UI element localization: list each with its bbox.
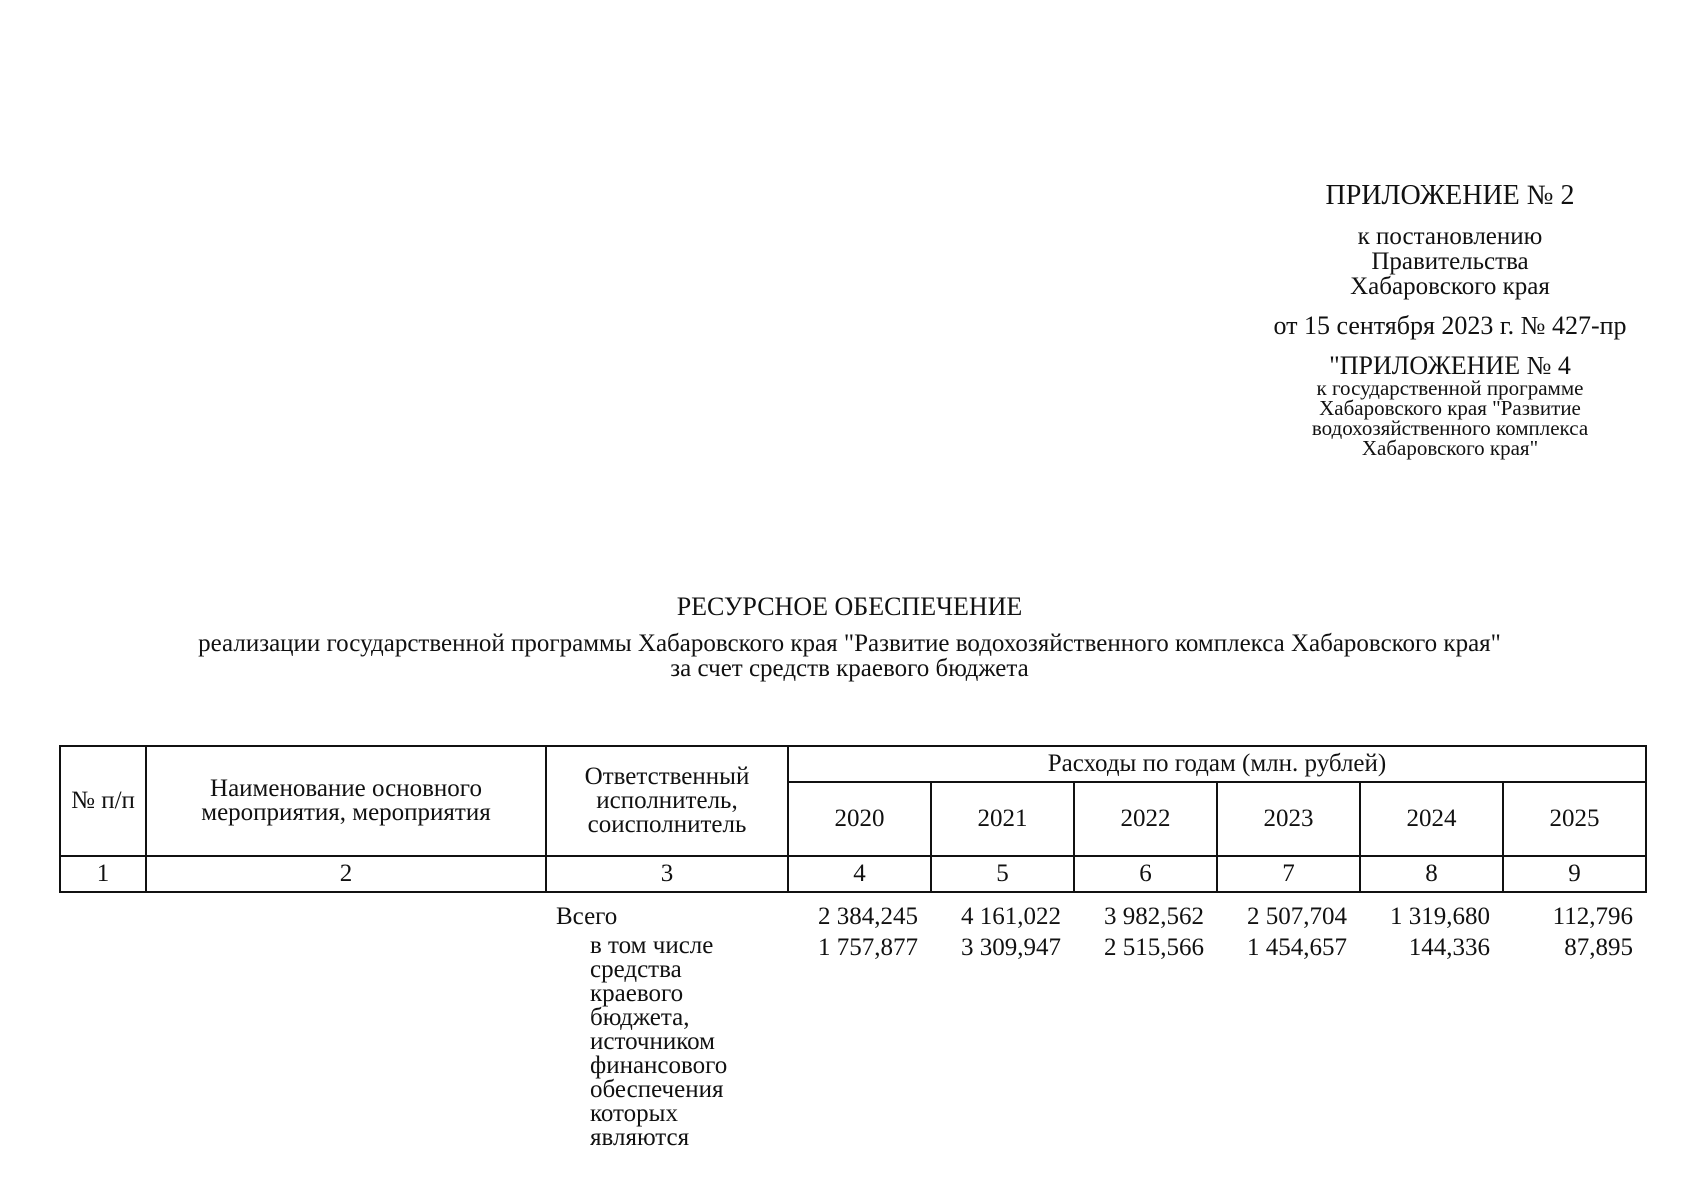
- cell-value: 1 454,657: [1247, 934, 1347, 961]
- header-costs-by-year: Расходы по годам (млн. рублей): [788, 746, 1646, 782]
- column-number: 4: [788, 856, 931, 892]
- appendix-sub-line-1: к государственной программе: [1316, 376, 1584, 400]
- cell-value: 2 507,704: [1247, 903, 1347, 930]
- cell-value: 1 757,877: [818, 934, 918, 961]
- row-label: Всего: [556, 903, 618, 930]
- appendix-to-line-1: к постановлению: [1357, 223, 1543, 250]
- header-year: 2025: [1503, 782, 1646, 856]
- row-label-line: которых: [590, 1100, 678, 1127]
- appendix-to-line-3: Хабаровского края: [1350, 273, 1550, 300]
- row-label-line: в том числе: [590, 932, 714, 959]
- header-year: 2024: [1360, 782, 1503, 856]
- header-year: 2023: [1217, 782, 1360, 856]
- cell-value: 112,796: [1552, 903, 1633, 930]
- appendix-sub-line-3: водохозяйственного комплекса: [1311, 415, 1589, 440]
- document-subtitle: [0, 631, 1699, 681]
- column-number: 9: [1503, 856, 1646, 892]
- column-number: 6: [1074, 856, 1217, 892]
- header-number: № п/п: [60, 746, 146, 856]
- header-year: 2020: [788, 782, 931, 856]
- row-label: [590, 934, 727, 1150]
- column-number: 7: [1217, 856, 1360, 892]
- document-title: РЕСУРСНОЕ ОБЕСПЕЧЕНИЕ: [676, 592, 1023, 621]
- header-activity-name: Наименование основного мероприятия, мероприятия: [146, 746, 546, 856]
- cell-value: 2 515,566: [1104, 934, 1204, 961]
- cell-value: 144,336: [1408, 934, 1490, 961]
- header-executor: Ответственный исполнитель, соисполнитель: [546, 746, 788, 856]
- document-subtitle-line-1: реализации государственной программы Хабаровского края "Развитие водохозяйственного комплекса Хабаровского края": [198, 630, 1501, 657]
- appendix-sub-line-4: Хабаровского края": [1361, 435, 1539, 460]
- column-number: 8: [1360, 856, 1503, 892]
- cell-value: 3 982,562: [1104, 903, 1204, 930]
- appendix-title: ПРИЛОЖЕНИЕ № 2: [1325, 180, 1575, 211]
- document-subtitle-line-2: за счет средств краевого бюджета: [670, 655, 1029, 682]
- row-label-line: бюджета,: [590, 1004, 690, 1031]
- column-number: 3: [546, 856, 788, 892]
- resource-table-header: [59, 745, 1647, 893]
- cell-value: 1 319,680: [1390, 903, 1490, 930]
- column-number: 1: [60, 856, 146, 892]
- row-label-line: краевого: [590, 980, 684, 1007]
- header-year: 2021: [931, 782, 1074, 856]
- row-label-line: средства: [590, 956, 682, 983]
- row-label-line: являются: [590, 1124, 690, 1151]
- cell-value: 4 161,022: [961, 903, 1061, 930]
- column-number: 2: [146, 856, 546, 892]
- cell-value: 3 309,947: [961, 934, 1061, 961]
- cell-value: 87,895: [1564, 934, 1633, 961]
- row-label-line: источником: [590, 1028, 715, 1055]
- column-number: 5: [931, 856, 1074, 892]
- appendix-to-line-2: Правительства: [1371, 248, 1529, 275]
- appendix-block: [1230, 182, 1670, 459]
- appendix-sub-line-2: Хабаровского края "Развитие: [1319, 395, 1581, 420]
- appendix-date: от 15 сентября 2023 г. № 427-пр: [1273, 311, 1627, 340]
- row-label-line: финансового: [590, 1052, 728, 1079]
- appendix-title-2: "ПРИЛОЖЕНИЕ № 4: [1329, 351, 1571, 380]
- row-label-line: обеспечения: [590, 1076, 724, 1103]
- header-year: 2022: [1074, 782, 1217, 856]
- cell-value: 2 384,245: [818, 903, 918, 930]
